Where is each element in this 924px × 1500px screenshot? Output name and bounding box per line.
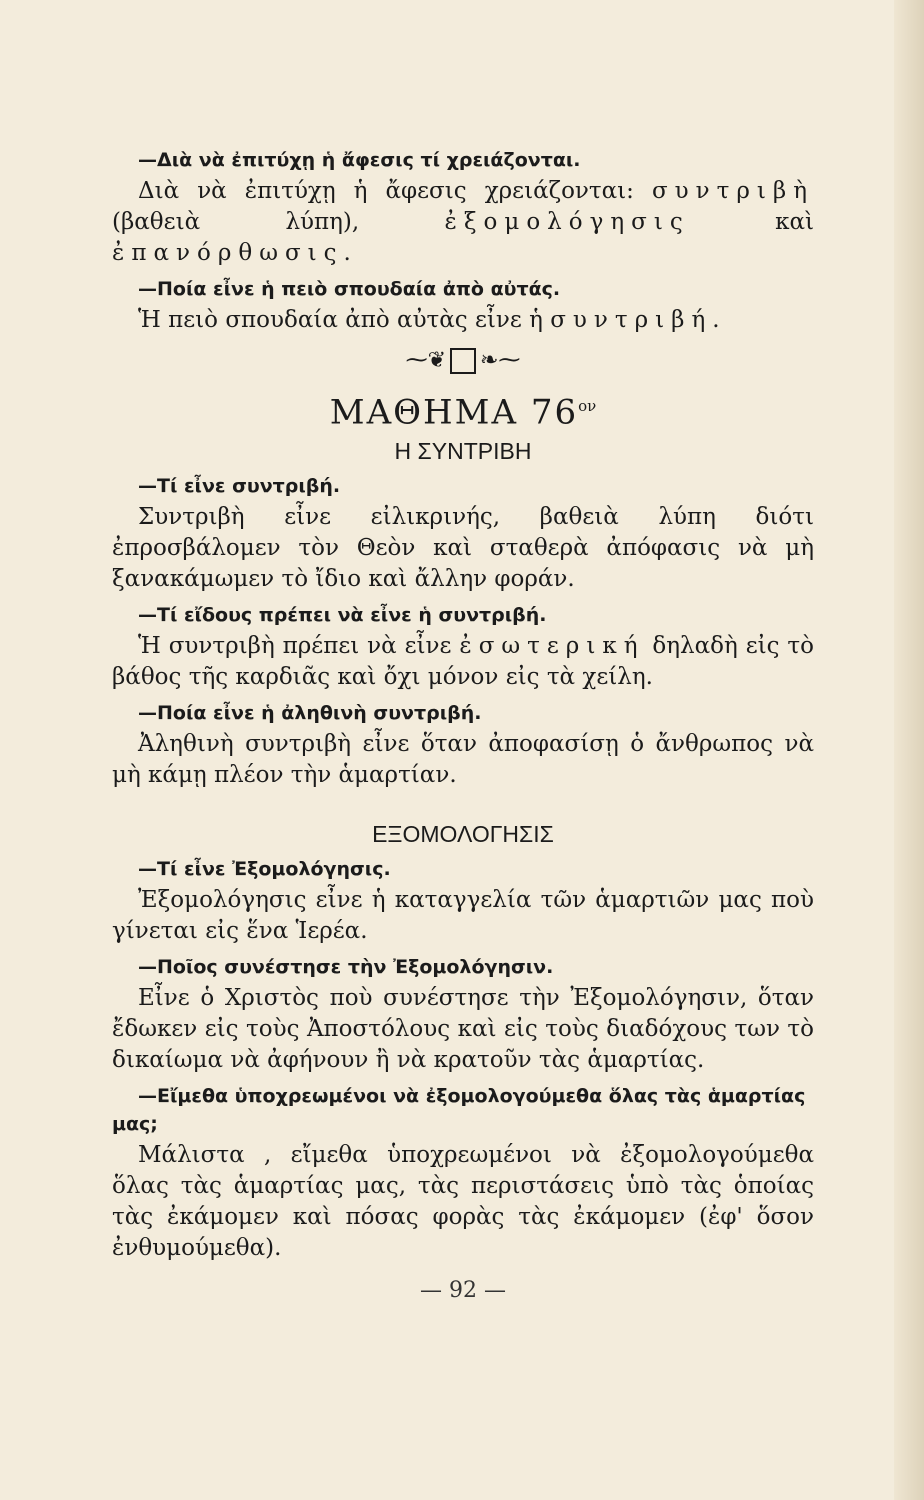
question-heading: —Τί εἶνε Ἐξομολόγησις. — [138, 858, 391, 881]
answer-text: (βαθειὰ λύπη), — [112, 209, 445, 235]
lesson-subtitle: Η ΣΥΝΤΡΙΒΗ — [394, 438, 532, 465]
answer-text: . — [343, 240, 351, 266]
lesson-ordinal: ον — [578, 397, 597, 415]
question-heading: —Ποία εἶνε ἡ ἀληθινὴ συντριβή. — [138, 702, 482, 725]
answer-paragraph: Ἀληθινὴ συντριβὴ εἶνε ὅταν ἀποφασίσῃ ὁ ἄνθρωπος νὰ μὴ κάμῃ πλέον τὴν ἁμαρτίαν. — [112, 731, 814, 789]
emphasized-term: ἐσωτερική — [459, 633, 645, 660]
answer-paragraph — [112, 631, 814, 693]
answer-paragraph: Μάλιστα , εἴμεθα ὑποχρεωμένοι νὰ ἐξομολογούμεθα ὅλας τὰς ἁμαρτίας μας, τὰς περιστάσεις ὑπὸ τὰς ὁποίας τὰς ἐκάμομεν καὶ πόσας φορὰς τὰς ἐκάμομεν (ἐφ' ὅσον ἐνθυμούμεθα). — [112, 1142, 814, 1262]
answer-text: καὶ — [689, 209, 814, 235]
answer-paragraph — [112, 305, 814, 336]
ornament-divider — [112, 344, 814, 378]
section-title: ΕΞΟΜΟΛΟΓΗΣΙΣ — [372, 821, 554, 848]
answer-text: δηλαδὴ εἰς τὸ βάθος τῆς καρδιᾶς καὶ ὄχι μόνον εἰς τὰ χείλη. — [112, 633, 814, 691]
answer-text: Διὰ νὰ ἐπιτύχῃ ἡ ἄφεσις χρειάζονται: — [138, 178, 652, 204]
answer-paragraph — [112, 176, 814, 269]
page-edge-shadow — [894, 0, 924, 1500]
emphasized-term: συντριβὴ — [651, 178, 814, 204]
answer-text: Ἡ πειὸ σπουδαία ἀπὸ αὐτὰς εἶνε ἡ — [138, 307, 551, 333]
lesson-title — [112, 384, 814, 434]
question-heading: —Ποία εἶνε ἡ πειὸ σπουδαία ἀπὸ αὐτάς. — [138, 278, 561, 300]
question-heading: —Τί εἶνε συντριβή. — [138, 475, 341, 498]
emphasized-term: συντριβή — [550, 307, 713, 333]
emphasized-term: ἐπανόρθωσις — [112, 240, 344, 266]
flourish-left-icon: ⁓❦ — [405, 348, 446, 373]
answer-paragraph: Ἐξομολόγησις εἶνε ἡ καταγγελία τῶν ἁμαρτιῶν μας ποὺ γίνεται εἰς ἕνα Ἱερέα. — [112, 887, 814, 945]
flourish-right-icon: ❧⁓ — [480, 348, 521, 373]
question-heading: —Εἴμεθα ὑποχρεωμένοι νὰ ἐξομολογούμεθα ὅλας τὰς ἁμαρτίας μας; — [112, 1085, 806, 1136]
question-heading: —Τί εἴδους πρέπει νὰ εἶνε ἡ συντριβή. — [138, 604, 547, 627]
lesson-title-text: ΜΑΘΗΜΑ 76 — [329, 392, 579, 433]
answer-text: . — [712, 307, 720, 333]
question-heading: —Διὰ νὰ ἐπιτύχῃ ἡ ἄφεσις τί χρειάζονται. — [138, 149, 581, 171]
square-ornament-icon — [450, 348, 476, 374]
question-heading: —Ποῖος συνέστησε τὴν Ἐξομολόγησιν. — [138, 956, 554, 979]
book-page — [112, 140, 814, 1303]
answer-paragraph: Συντριβὴ εἶνε εἰλικρινής, βαθειὰ λύπη διότι ἐπροσβάλομεν τὸν Θεὸν καὶ σταθερὰ ἀπόφασις νὰ μὴ ξανακάμωμεν τὸ ἴδιο καὶ ἄλλην φοράν. — [112, 504, 814, 593]
page-number: — 92 — — [420, 1278, 506, 1304]
answer-text: Ἡ συντριβὴ πρέπει νὰ εἶνε — [138, 633, 460, 660]
answer-paragraph: Εἶνε ὁ Χριστὸς ποὺ συνέστησε τὴν Ἐξομολόγησιν, ὅταν ἔδωκεν εἰς τοὺς Ἀποστόλους καὶ εἰς τοὺς διαδόχους των τὸ δικαίωμα νὰ ἀφήνουν ἢ νὰ κρατοῦν τὰς ἁμαρτίας. — [112, 985, 814, 1074]
emphasized-term: ἐξομολόγησις — [444, 209, 690, 235]
